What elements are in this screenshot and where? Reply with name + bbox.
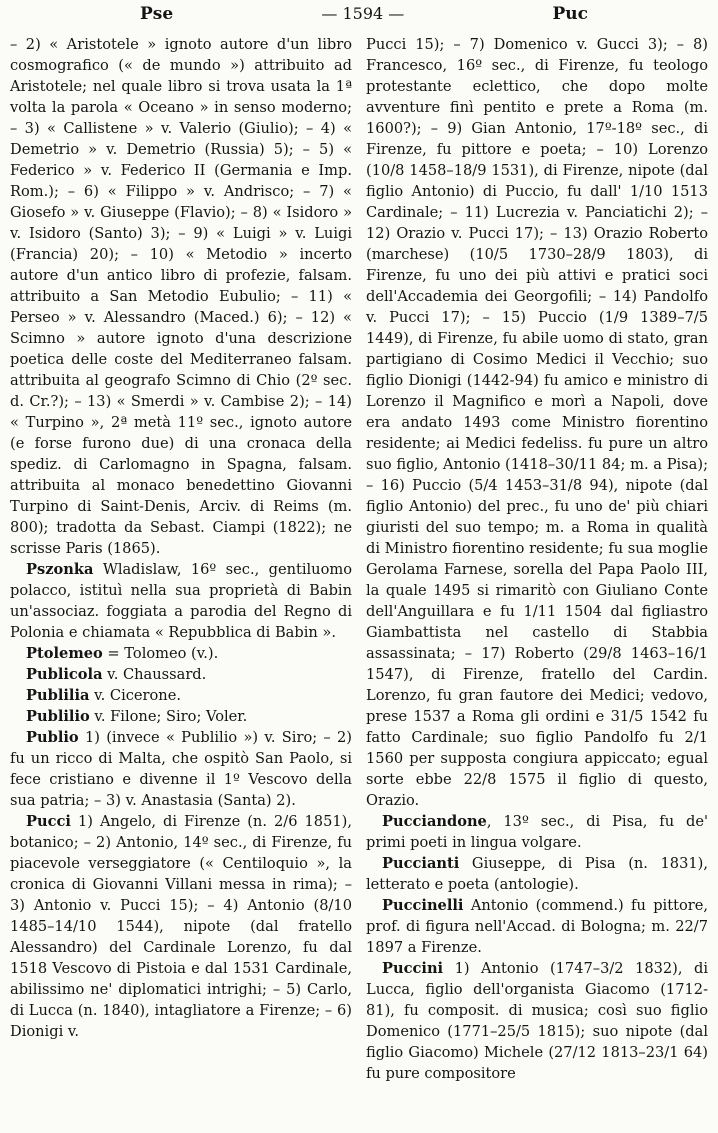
- entry-headword: Pucciandone: [382, 813, 487, 830]
- page-header: [10, 4, 708, 34]
- entry-text: v. Chaussard.: [102, 666, 207, 683]
- entry-text: v. Cicerone.: [89, 687, 181, 704]
- dictionary-entry: [366, 853, 708, 895]
- dictionary-entry: [10, 664, 352, 685]
- entry-text: 1) Antonio (1747–3/2 1832), di Lucca, figlio dell'organista Giacomo (1712-81), fu composit. di musica; così suo figlio Domenico (1771–25/5 1815); suo nipote (dal figlio Giacomo) Michele (27/12 1813–23/1 64) fu pure compositore: [366, 960, 708, 1082]
- dictionary-entry: [10, 811, 352, 1042]
- entry-headword: Publicola: [26, 666, 103, 683]
- entry-headword: Puccinelli: [382, 897, 464, 914]
- dictionary-entry: [10, 727, 352, 811]
- entry-text: 1) Angelo, di Firenze (n. 2/6 1851), botanico; – 2) Antonio, 14º sec., di Firenze, fu piacevole verseggiatore (« Centiloquio », la cronica di Giovanni Villani messa in rima); – 3) Antonio v. Pucci 15); – 4) Antonio (8/10 1485–14/10 1544), nipote (dal fratello Alessandro) del Cardinale Lorenzo, fu dal 1518 Vescovo di Pistoia e dal 1531 Cardinale, abilissimo ne' diplomatici intrighi; – 5) Carlo, di Lucca (n. 1840), intagliatore a Firenze; – 6) Dionigi v.: [10, 813, 352, 1040]
- text-columns: [10, 34, 708, 1084]
- header-left-guide-word: Pse: [140, 4, 174, 24]
- dictionary-entry: [366, 958, 708, 1084]
- dictionary-entry: [366, 895, 708, 958]
- entry-headword: Pszonka: [26, 561, 94, 578]
- page-number: — 1594 —: [321, 4, 405, 23]
- entry-text: , 13º sec., di Pisa, fu de' primi poeti in lingua volgare.: [366, 813, 708, 851]
- header-right-guide-word: Puc: [552, 4, 588, 24]
- entry-headword: Publilio: [26, 708, 90, 725]
- continued-entry-text: Pucci 15); – 7) Domenico v. Gucci 3); – 8) Francesco, 16º sec., di Firenze, fu teologo protestante eclettico, che dopo molte avventure finì pentito e prete a Roma (m. 1600?); – 9) Gian Antonio, 17º-18º sec., di Firenze, fu pittore e poeta; – 10) Lorenzo (10/8 1458–18/9 1531), di Firenze, nipote (dal figlio Antonio) di Puccio, fu dall' 1/10 1513 Cardinale; – 11) Lucrezia v. Panciatichi 2); – 12) Orazio v. Pucci 17); – 13) Orazio Roberto (marchese) (10/5 1730–28/9 1803), di Firenze, fu uno dei più attivi e pratici soci dell'Accademia dei Georgofili; – 14) Pandolfo v. Pucci 17); – 15) Puccio (1/9 1389–7/5 1449), di Firenze, fu abile uomo di stato, gran partigiano di Cosimo Medici il Vecchio; suo figlio Dionigi (1442-94) fu amico e ministro di Lorenzo il Magnifico e morì a Napoli, dove era andato 1493 come Ministro fiorentino residente; ai Medici fedeliss. fu pure un altro suo figlio, Antonio (1418–30/11 84; m. a Pisa); – 16) Puccio (5/4 1453–31/8 94), nipote (dal figlio Antonio) del prec., fu uno de' più chiari giuristi del suo tempo; m. a Roma in qualità di Ministro fiorentino residente; fu sua moglie Gerolama Farnese, sorella del Papa Paolo III, la quale 1495 si rimaritò con Giuliano Conte dell'Anguillara e fu 1/11 1504 dal figliastro Giambattista nel castello di Stabbia assassinata; – 17) Roberto (29/8 1463–16/1 1547), di Firenze, fratello del Cardin. Lorenzo, fu gran fautore dei Medici; vedovo, prese 1537 a Roma gli ordini e 31/5 1542 fu fatto Cardinale; suo figlio Pandolfo fu 2/1 1560 per supposta congiura appiccato; egual sorte ebbe 22/8 1575 il figlio di questo, Orazio.: [366, 36, 708, 809]
- entry-text: Giuseppe, di Pisa (n. 1831), letterato e poeta (antologie).: [366, 855, 708, 893]
- entry-headword: Pucci: [26, 813, 71, 830]
- continued-entry-text: – 2) « Aristotele » ignoto autore d'un libro cosmografico (« de mundo ») attribuito ad Aristotele; nel quale libro si trova usata la 1ª volta la parola « Oceano » in senso moderno; – 3) « Callistene » v. Valerio (Giulio); – 4) « Demetrio » v. Demetrio (Russia) 5); – 5) « Federico » v. Federico II (Germania e Imp. Rom.); – 6) « Filippo » v. Andrisco; – 7) « Giosefo » v. Giuseppe (Flavio); – 8) « Isidoro » v. Isidoro (Santo) 3); – 9) « Luigi » v. Luigi (Francia) 20); – 10) « Metodio » incerto autore d'un antico libro di profezie, falsam. attribuito a San Metodio Eubulio; – 11) « Perseo » v. Alessandro (Maced.) 6); – 12) « Scimno » autore ignoto d'una descrizione poetica delle coste del Mediterraneo falsam. attribuita al geografo Scimno di Chio (2º sec. d. Cr.?); – 13) « Smerdi » v. Cambise 2); – 14) « Turpino », 2ª metà 11º sec., ignoto autore (e forse furono due) di una cronaca della spediz. di Carlomagno in Spagna, falsam. attribuita al monaco benedettino Giovanni Turpino di Saint-Denis, Arciv. di Reims (m. 800); tradotta da Sebast. Ciampi (1822); ne scrisse Paris (1865).: [10, 36, 352, 557]
- left-column: [10, 34, 352, 1084]
- dictionary-entry: [10, 685, 352, 706]
- entry-text: v. Filone; Siro; Voler.: [89, 708, 248, 725]
- right-column: [366, 34, 708, 1084]
- entry-headword: Puccianti: [382, 855, 460, 872]
- entry-headword: Puccini: [382, 960, 444, 977]
- dictionary-entry: [10, 559, 352, 643]
- entry-headword: Publilia: [26, 687, 90, 704]
- dictionary-entry: [366, 811, 708, 853]
- entry-text: Wladislaw, 16º sec., gentiluomo polacco, istituì nella sua proprietà di Babin un'associaz. foggiata a parodia del Regno di Polonia e chiamata « Repubblica di Babin ».: [10, 561, 352, 641]
- dictionary-entry: [10, 643, 352, 664]
- dictionary-entry: [10, 706, 352, 727]
- entry-headword: Publio: [26, 729, 79, 746]
- entry-headword: Ptolemeo: [26, 645, 103, 662]
- entry-text: Antonio (commend.) fu pittore, prof. di figura nell'Accad. di Bologna; m. 22/7 1897 a Firenze.: [366, 897, 708, 956]
- entry-text: = Tolomeo (v.).: [102, 645, 219, 662]
- entry-text: 1) (invece « Publilio ») v. Siro; – 2) fu un ricco di Malta, che ospitò San Paolo, si fece cristiano e divenne il 1º Vescovo della sua patria; – 3) v. Anastasia (Santa) 2).: [10, 729, 352, 809]
